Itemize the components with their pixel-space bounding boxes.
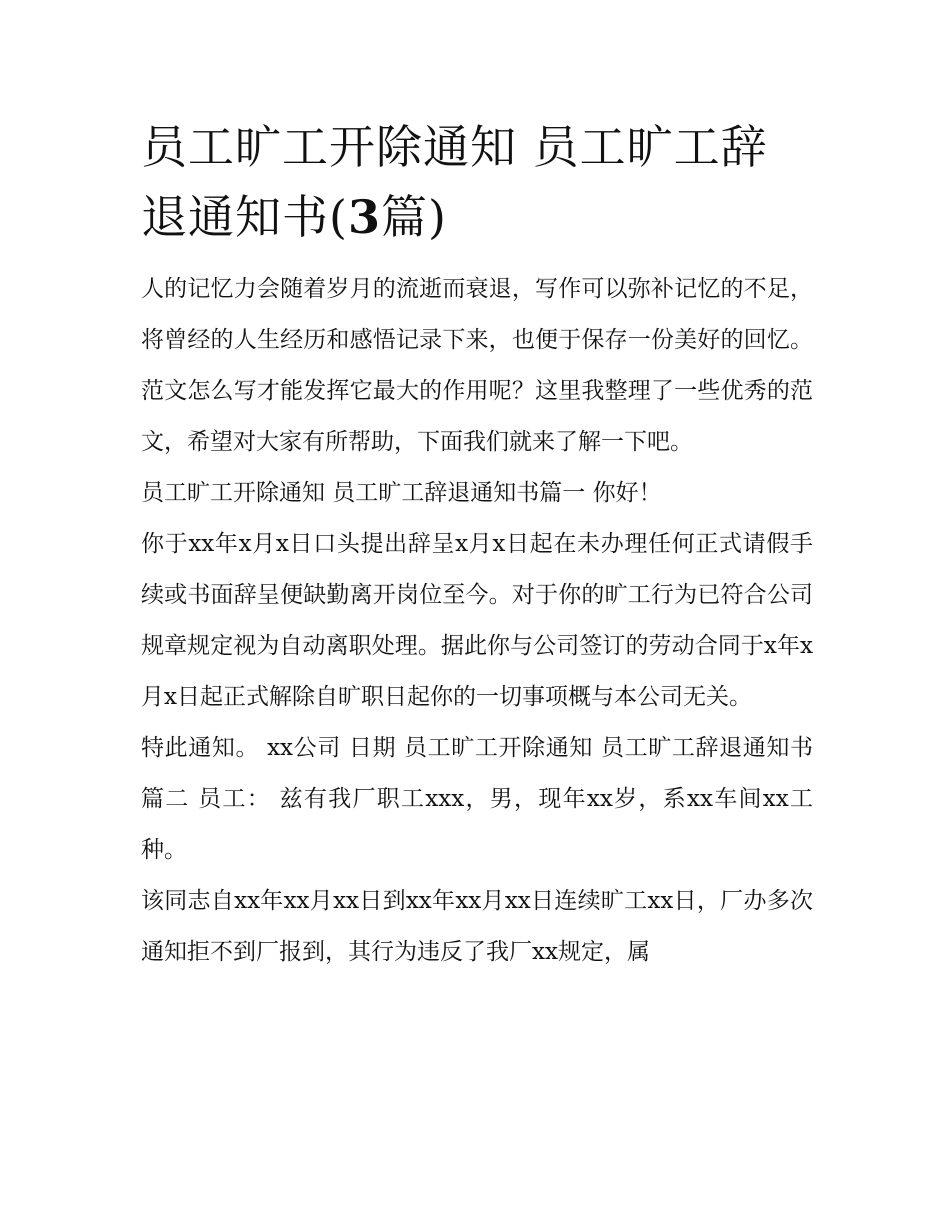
title-tail-text: 篇)	[380, 190, 447, 244]
title-main-text: 员工旷工开除通知 员工旷工辞退通知书(	[141, 120, 768, 244]
notice-two-heading-paragraph: 特此通知。 xx公司 日期 员工旷工开除通知 员工旷工辞退通知书篇二 员工： 兹有我厂职工xxx，男，现年xx岁，系xx车间xx工种。	[141, 735, 813, 863]
title-count: 3	[347, 190, 381, 244]
document-body	[141, 112, 813, 978]
section-one-heading: 员工旷工开除通知 员工旷工辞退通知书篇一 你好！	[141, 480, 662, 506]
notice-one-paragraph: 你于xx年x月x日口头提出辞呈x月x日起在未办理任何正式请假手续或书面辞呈便缺勤离开岗位至今。对于你的旷工行为已符合公司规章规定视为自动离职处理。据此你与公司签订的劳动合同于x年x月x日起正式解除自旷职日起你的一切事项概与本公司无关。	[141, 531, 813, 710]
document-title	[141, 112, 813, 252]
intro-paragraph: 人的记忆力会随着岁月的流逝而衰退，写作可以弥补记忆的不足，将曾经的人生经历和感悟记录下来，也便于保存一份美好的回忆。范文怎么写才能发挥它最大的作用呢？这里我整理了一些优秀的范文，希望对大家有所帮助，下面我们就来了解一下吧。	[141, 276, 813, 455]
notice-two-body-paragraph: 该同志自xx年xx月xx日到xx年xx月xx日连续旷工xx日，厂办多次通知拒不到厂报到，其行为违反了我厂xx规定，属	[141, 888, 813, 965]
